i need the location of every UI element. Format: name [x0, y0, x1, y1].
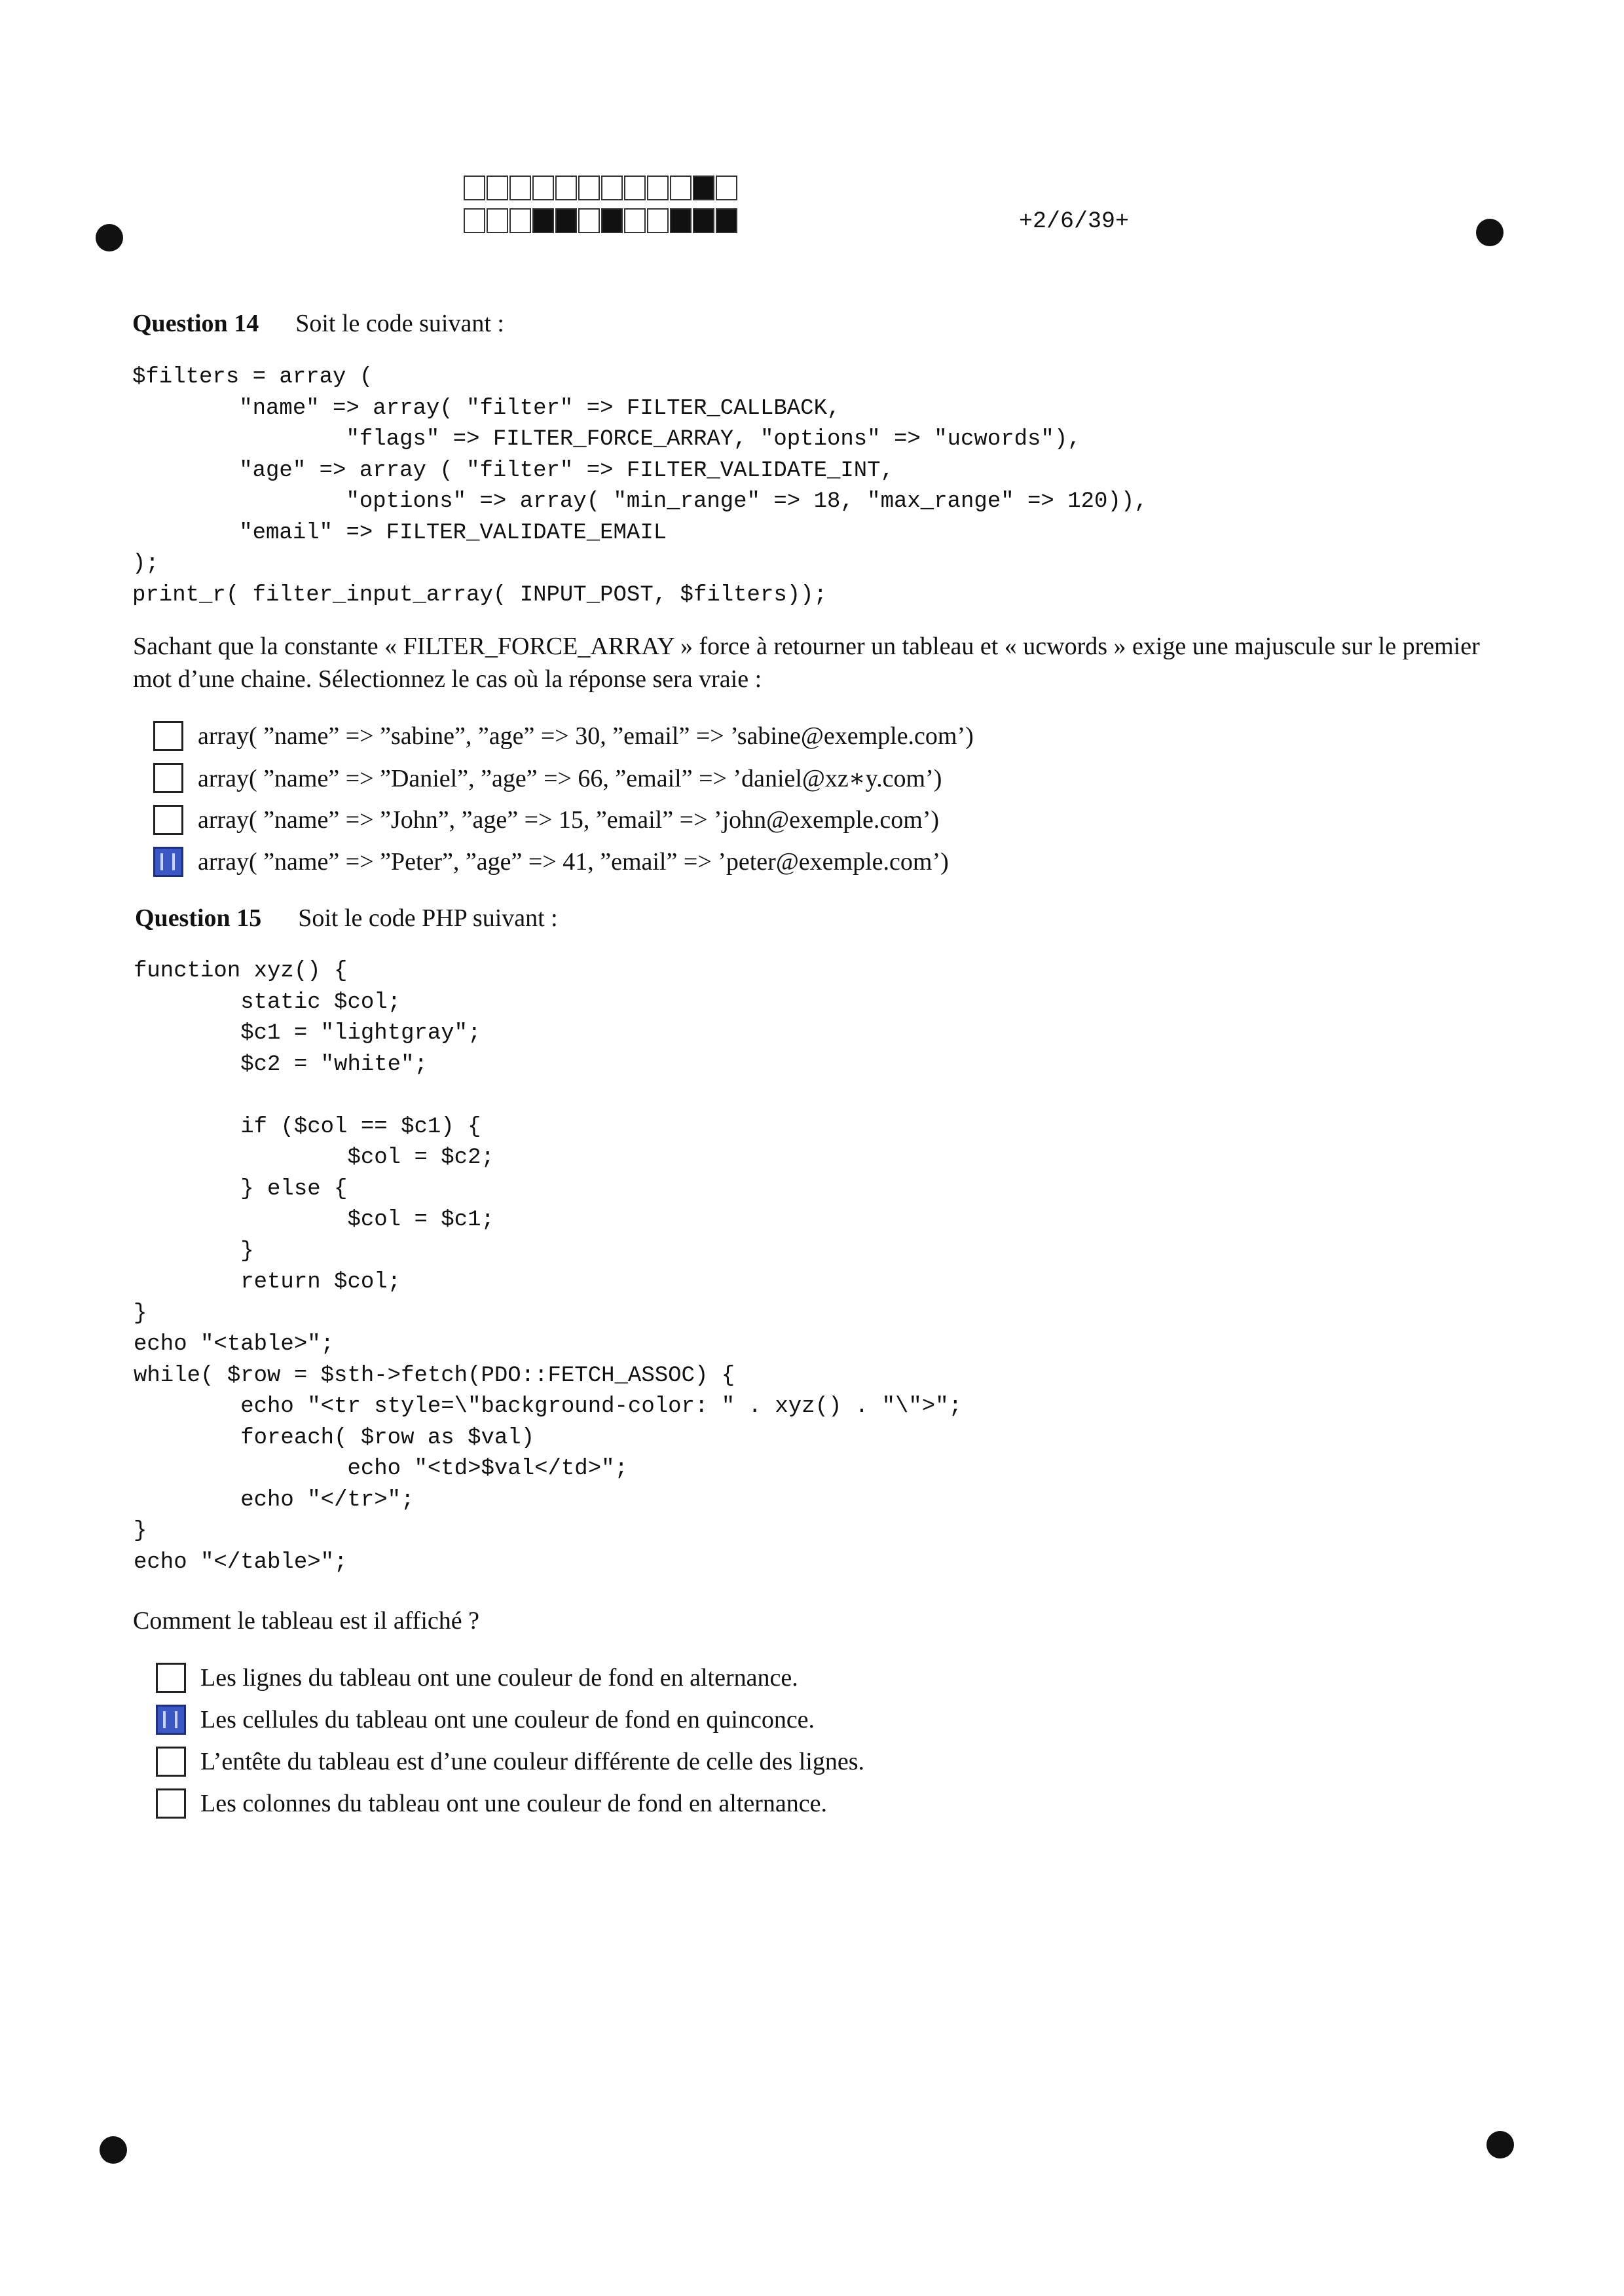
question-15-heading	[135, 904, 558, 933]
code-box-empty	[464, 208, 485, 233]
registration-mark-top-right	[1476, 219, 1504, 246]
code-box-filled	[716, 208, 737, 233]
checkbox[interactable]	[153, 805, 183, 835]
checkbox[interactable]	[156, 1747, 186, 1777]
answer-label: array( ”name” => ”Daniel”, ”age” => 66, ”email” => ’daniel@xz∗y.com’)	[198, 764, 942, 792]
checkbox[interactable]	[153, 721, 183, 751]
question-14-number: Question 14	[132, 310, 259, 337]
code-box-filled	[532, 208, 554, 233]
code-box-empty	[464, 176, 485, 200]
answer-option[interactable]	[156, 1741, 864, 1783]
code-box-empty	[487, 176, 508, 200]
answer-label: array( ”name” => ”sabine”, ”age” => 30, ”email” => ’sabine@exemple.com’)	[198, 722, 974, 750]
question-15-intro: Soit le code PHP suivant :	[298, 904, 558, 932]
question-14-intro: Soit le code suivant :	[295, 310, 504, 337]
checkbox[interactable]	[153, 847, 183, 877]
question-15-code-block: function xyz() { static $col; $c1 = "lightgray"; $c2 = "white"; if ($col == $c1) { $col = $c2; } else { $col = $c1; } return $col; } echo "<table>"; while( $row = $sth->fetch(PDO::FETCH_ASSOC) { echo "<tr style=\"background-color: " . xyz() . "\">"; foreach( $row as $val) echo "<td>$val</td>"; echo "</tr>"; } echo "</table>";	[134, 959, 963, 1575]
checkbox[interactable]	[156, 1663, 186, 1693]
registration-mark-bottom-right	[1486, 2131, 1514, 2158]
answer-option[interactable]	[153, 757, 974, 799]
answer-option[interactable]	[156, 1783, 864, 1824]
code-box-empty	[555, 176, 577, 200]
question-14-answer-list	[153, 715, 974, 883]
code-box-filled	[601, 208, 623, 233]
code-box-filled	[693, 176, 714, 200]
question-15-prompt: Comment le tableau est il affiché ?	[133, 1607, 479, 1635]
answer-label: Les cellules du tableau ont une couleur de fond en quinconce.	[200, 1706, 815, 1733]
code-box-empty	[509, 176, 531, 200]
code-box-empty	[624, 208, 646, 233]
checkbox[interactable]	[153, 763, 183, 793]
answer-label: Les colonnes du tableau ont une couleur de fond en alternance.	[200, 1790, 828, 1817]
code-box-empty	[578, 208, 600, 233]
page-identifier: +2/6/39+	[1019, 208, 1130, 234]
code-box-empty	[532, 176, 554, 200]
checkbox[interactable]	[156, 1788, 186, 1819]
answer-option[interactable]	[153, 715, 974, 757]
code-box-empty	[487, 208, 508, 233]
registration-mark-top-left	[96, 224, 123, 251]
code-box-empty	[578, 176, 600, 200]
answer-option[interactable]	[153, 799, 974, 841]
code-box-empty	[670, 176, 692, 200]
answer-label: L’entête du tableau est d’une couleur différente de celle des lignes.	[200, 1748, 864, 1775]
answer-label: Les lignes du tableau ont une couleur de fond en alternance.	[200, 1664, 798, 1692]
code-box-filled	[693, 208, 714, 233]
page-code-boxes-bottom	[464, 208, 739, 233]
answer-option[interactable]	[156, 1699, 864, 1741]
answer-option[interactable]	[156, 1657, 864, 1699]
code-box-empty	[509, 208, 531, 233]
question-15-answer-list	[156, 1657, 864, 1824]
answer-option[interactable]	[153, 841, 974, 883]
checkbox[interactable]	[156, 1705, 186, 1735]
answer-label: array( ”name” => ”Peter”, ”age” => 41, ”email” => ’peter@exemple.com’)	[198, 848, 949, 876]
code-box-empty	[624, 176, 646, 200]
question-14-description: Sachant que la constante « FILTER_FORCE_ARRAY » force à retourner un tableau et « ucwords » exige une majuscule sur le premier mot d’une chaine. Sélectionnez le cas où la réponse sera vraie :	[133, 633, 1480, 693]
code-box-empty	[647, 176, 669, 200]
question-14-heading	[132, 309, 504, 338]
question-14-code-block: $filters = array ( "name" => array( "filter" => FILTER_CALLBACK, "flags" => FILTER_FORCE_ARRAY, "options" => "ucwords"), "age" => array ( "filter" => FILTER_VALIDATE_INT, "options" => array( "min_range" => 18, "max_range" => 120)), "email" => FILTER_VALIDATE_EMAIL ); print_r( filter_input_array( INPUT_POST, $filters));	[132, 365, 1148, 608]
code-box-filled	[555, 208, 577, 233]
code-box-empty	[716, 176, 737, 200]
page-code-boxes-top	[464, 176, 739, 200]
code-box-empty	[647, 208, 669, 233]
answer-label: array( ”name” => ”John”, ”age” => 15, ”email” => ’john@exemple.com’)	[198, 806, 940, 834]
registration-mark-bottom-left	[100, 2136, 127, 2164]
code-box-filled	[670, 208, 692, 233]
code-box-empty	[601, 176, 623, 200]
question-15-number: Question 15	[135, 904, 262, 932]
